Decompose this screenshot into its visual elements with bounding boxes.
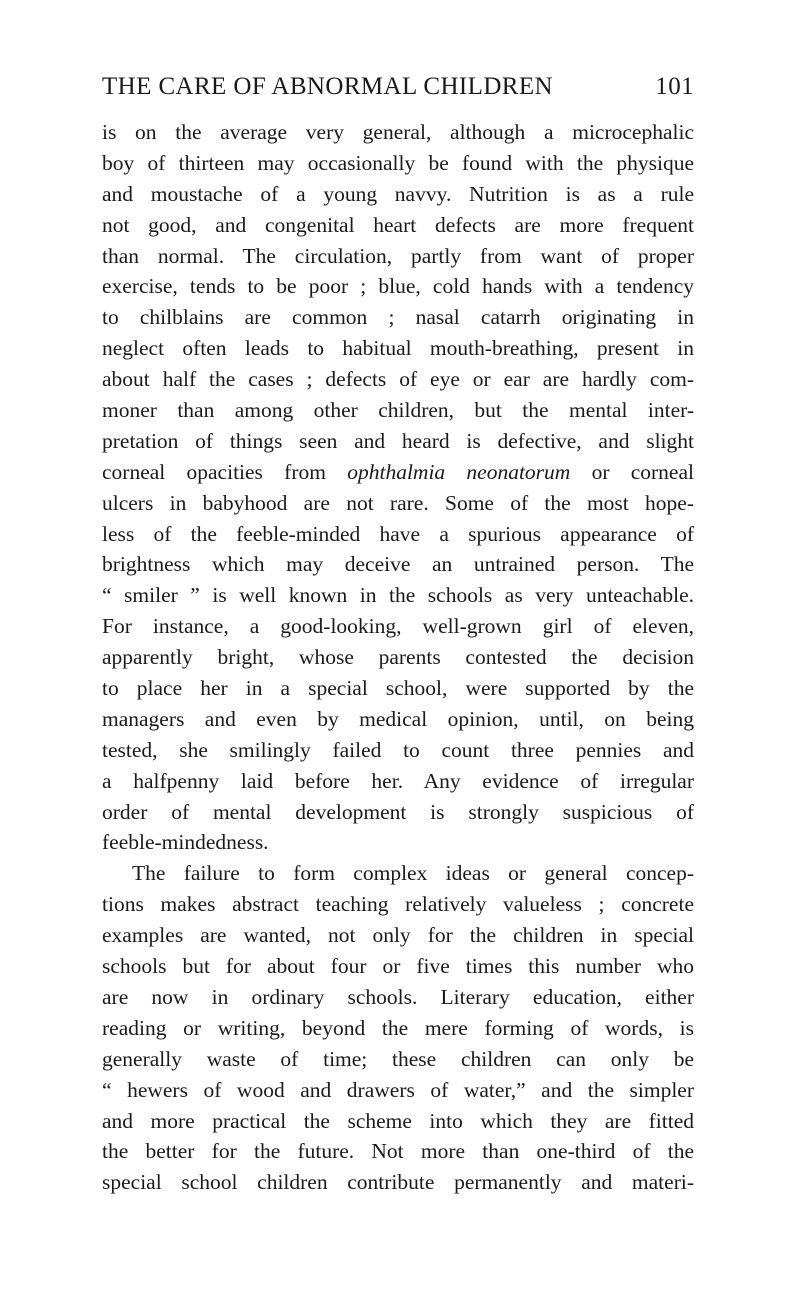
text-line: a halfpenny laid before her. Any evidence of irregular [102,768,694,793]
text-line: ulcers in babyhood are not rare. Some of the most hope- [102,490,694,515]
text-line: to chilblains are common ; nasal catarrh originating in [102,305,694,330]
text-line: For instance, a good-looking, well-grown girl of eleven, [102,614,694,639]
text-line: brightness which may deceive an untrained person. The [102,552,694,577]
text-line: than normal. The circulation, partly from want of proper [102,243,694,268]
text-line: not good, and congenital heart defects are more frequent [102,212,694,237]
line-text-before: corneal opacities from [102,459,348,484]
text-line: pretation of things seen and heard is defective, and slight [102,428,694,453]
text-line: managers and even by medical opinion, until, on being [102,706,694,731]
text-line: about half the cases ; defects of eye or ear are hardly com- [102,367,694,392]
text-line: moner than among other children, but the mental inter- [102,398,694,423]
text-line: the better for the future. Not more than one-third of the [102,1139,694,1164]
text-line: examples are wanted, not only for the children in special [102,923,694,948]
text-line: is on the average very general, although a microcephalic [102,120,694,144]
text-line: neglect often leads to habitual mouth-breathing, present in [102,336,694,361]
text-line: and moustache of a young navvy. Nutrition is as a rule [102,181,694,206]
text-line: special school children contribute permanently and materi- [102,1170,694,1195]
header-title: THE CARE OF ABNORMAL CHILDREN [102,73,553,100]
text-line: apparently bright, whose parents contested the decision [102,645,694,670]
text-line: and more practical the scheme into which they are fitted [102,1108,694,1133]
page-number: 101 [655,73,694,100]
text-line: tested, she smilingly failed to count three pennies and [102,737,694,762]
text-line: schools but for about four or five times this number who [102,954,694,979]
paragraph-start-line: The failure to form complex ideas or general concep- [132,861,694,886]
text-line: exercise, tends to be poor ; blue, cold hands with a tendency [102,274,694,299]
text-line: to place her in a special school, were supported by the [102,676,694,701]
body-text [102,117,694,1198]
text-line: generally waste of time; these children can only be [102,1046,694,1071]
text-line: “ hewers of wood and drawers of water,” and the simpler [102,1077,694,1102]
text-line: order of mental development is strongly suspicious of [102,799,694,824]
text-line: are now in ordinary schools. Literary education, either [102,984,694,1009]
text-line: reading or writing, beyond the mere forming of words, is [102,1015,694,1040]
text-line: tions makes abstract teaching relatively valueless ; concrete [102,892,694,917]
text-line-with-italic [102,457,694,488]
text-line: less of the feeble-minded have a spurious appearance of [102,521,694,546]
italic-term: ophthalmia neonatorum [347,459,571,484]
line-text-after: or corneal [570,459,694,484]
text-line: “ smiler ” is well known in the schools as very unteachable. [102,583,694,608]
paragraph-end-line: feeble-mindedness. [102,830,269,855]
running-header [102,73,694,107]
text-line: boy of thirteen may occasionally be found with the physique [102,150,694,175]
